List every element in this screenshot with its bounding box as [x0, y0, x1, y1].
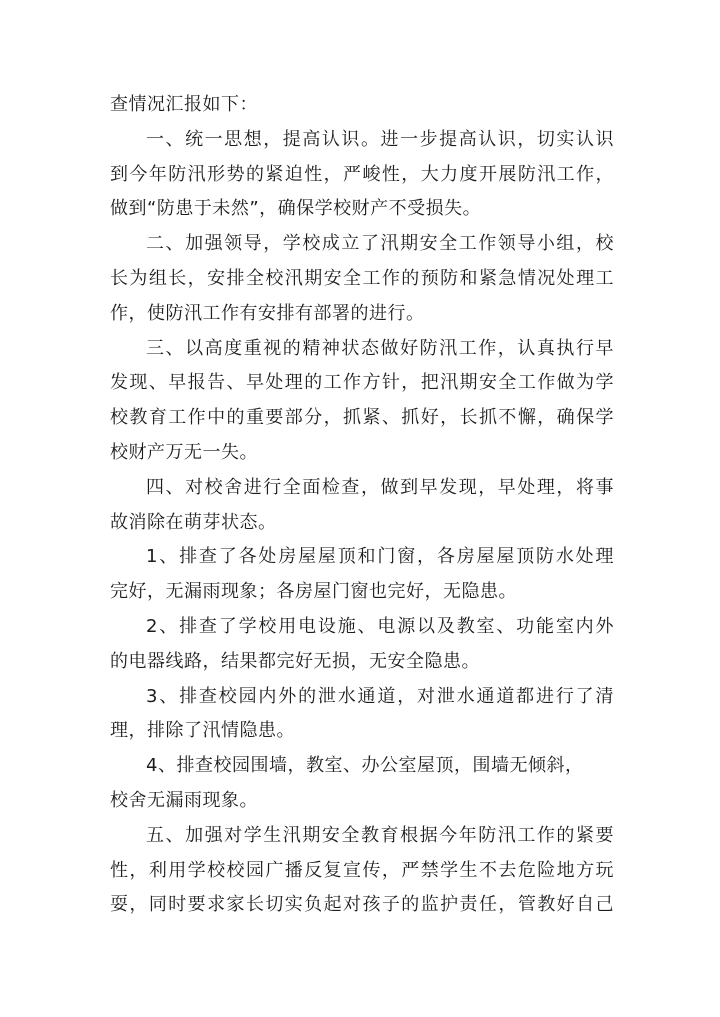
text-line: 2、排查了学校用电设施、电源以及教室、功能室内外 [146, 615, 614, 637]
text-line: 1、排查了各处房屋屋顶和门窗，各房屋屋顶防水处理 [146, 546, 614, 568]
text-line: 校教育工作中的重要部分，抓紧、抓好，长抓不懈，确保学 [110, 407, 614, 429]
text-line: 校舍无漏雨现象。 [110, 789, 258, 811]
text-line: 五、加强对学生汛期安全教育根据今年防汛工作的紧要 [146, 824, 614, 846]
text-line: 耍，同时要求家长切实负起对孩子的监护责任，管教好自己 [110, 894, 614, 916]
text-line: 查情况汇报如下： [110, 94, 258, 115]
document-body [110, 88, 614, 923]
text-line: 四、对校舍进行全面检查，做到早发现，早处理，将事 [146, 476, 614, 498]
text-line: 完好，无漏雨现象；各房屋门窗也完好，无隐患。 [110, 581, 517, 603]
text-line: 3、排查校园内外的泄水通道，对泄水通道都进行了清 [146, 685, 614, 707]
text-line: 性，利用学校校园广播反复宣传，严禁学生不去危险地方玩 [110, 859, 614, 881]
text-line: 的电器线路，结果都完好无损，无安全隐患。 [110, 650, 480, 672]
text-line: 发现、早报告、早处理的工作方针，把汛期安全工作做为学 [110, 372, 614, 394]
text-line: 二、加强领导，学校成立了汛期安全工作领导小组，校 [146, 233, 614, 255]
text-line: 理，排除了汛情隐患。 [110, 720, 295, 742]
text-line: 4、排查校园围墙，教室、办公室屋顶，围墙无倾斜， [146, 755, 584, 777]
text-line: 三、以高度重视的精神状态做好防汛工作，认真执行早 [146, 337, 614, 359]
text-line: 故消除在萌芽状态。 [110, 511, 277, 533]
text-line: 长为组长，安排全校汛期安全工作的预防和紧急情况处理工 [110, 267, 614, 289]
text-line: 做到“防患于未然”，确保学校财产不受损失。 [110, 198, 482, 220]
text-line: 到今年防汛形势的紧迫性，严峻性，大力度开展防汛工作， [110, 163, 614, 185]
text-line: 作，使防汛工作有安排有部署的进行。 [110, 302, 425, 324]
text-line: 一、统一思想，提高认识。进一步提高认识，切实认识 [146, 128, 614, 150]
text-line: 校财产万无一失。 [110, 441, 258, 463]
